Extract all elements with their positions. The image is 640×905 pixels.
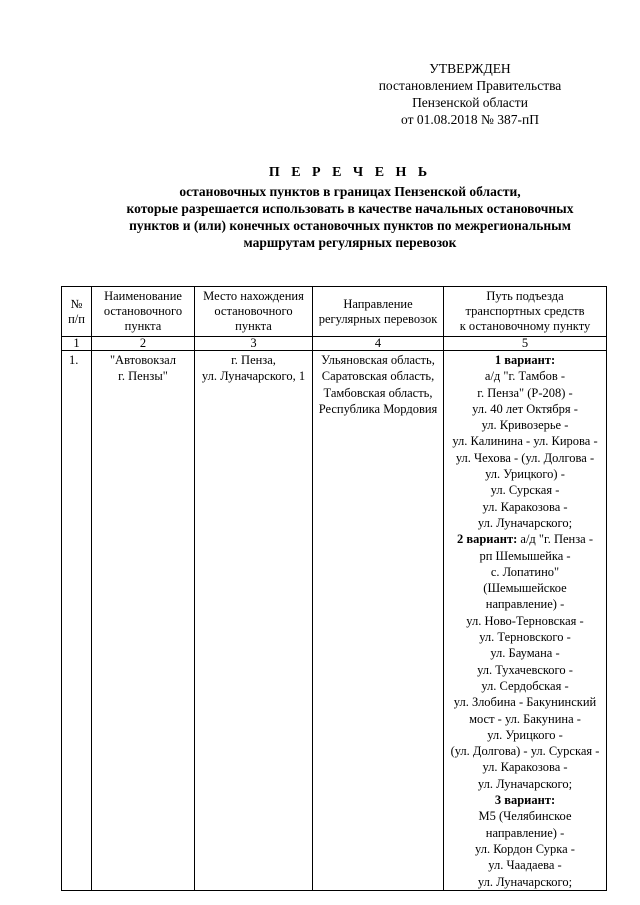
- stops-table: [61, 286, 607, 891]
- column-number-row: [62, 337, 607, 351]
- title-line: пунктов и (или) конечных остановочных пунктов по межрегиональным: [129, 218, 571, 233]
- column-number: 2: [92, 337, 195, 351]
- stop-route: 1 вариант: а/д "г. Тамбов - г. Пенза" (Р-208) - ул. 40 лет Октября - ул. Кривозерье - ул. Калинина - ул. Кирова - ул. Чехова - (ул. Долгова - ул. Урицкого) - ул. Сурская - ул. Каракозова - ул. Луначарского; 2 вариант: а/д "г. Пенза - рп Шемышейка - с. Лопатино" (Шемышейское направление) - ул. Ново-Терновская - ул. Терновского - ул. Баумана - ул. Тухачевского - ул. Сердобская - ул. Злобина - Бакунинский мост - ул. Бакунина - ул. Урицкого - (ул. Долгова) - ул. Сурская - ул. Каракозова - ул. Луначарского; 3 вариант: М5 (Челябинское направление) - ул. Кордон Сурка - ул. Чаадаева - ул. Луначарского;: [444, 351, 607, 891]
- title-line: маршрутам регулярных перевозок: [243, 235, 457, 250]
- title-heading: П Е Р Е Ч Е Н Ь: [268, 165, 432, 180]
- header-name: Наименование остановочного пункта: [92, 287, 195, 337]
- column-number: 1: [62, 337, 92, 351]
- header-location: Место нахождения остановочного пункта: [195, 287, 313, 337]
- header-route: Путь подъезда транспортных средств к остановочному пункту: [444, 287, 607, 337]
- title-line: остановочных пунктов в границах Пензенской области,: [179, 184, 521, 199]
- table-header-row: [62, 287, 607, 337]
- approval-line: УТВЕРЖДЕН: [429, 61, 511, 76]
- column-number: 3: [195, 337, 313, 351]
- document-title: [60, 163, 640, 251]
- column-number: 5: [444, 337, 607, 351]
- approval-line: от 01.08.2018 № 387-пП: [401, 112, 539, 127]
- header-num: № п/п: [62, 287, 92, 337]
- approval-line: Пензенской области: [412, 95, 528, 110]
- row-number: 1.: [62, 351, 92, 891]
- column-number: 4: [313, 337, 444, 351]
- stop-direction: Ульяновская область, Саратовская область, Тамбовская область, Республика Мордовия: [313, 351, 444, 891]
- approval-stamp: [350, 60, 590, 128]
- approval-line: постановлением Правительства: [378, 78, 562, 93]
- variant-1-label: 1 вариант:: [494, 353, 556, 367]
- stop-name: "Автовокзал г. Пензы": [92, 351, 195, 891]
- header-direction: Направление регулярных перевозок: [313, 287, 444, 337]
- title-line: которые разрешается использовать в качестве начальных остановочных: [126, 201, 574, 216]
- table-row: [62, 351, 607, 891]
- stop-location: г. Пенза, ул. Луначарского, 1: [195, 351, 313, 891]
- variant-2-label: 2 вариант:: [456, 532, 518, 547]
- variant-3-label: 3 вариант:: [494, 793, 556, 808]
